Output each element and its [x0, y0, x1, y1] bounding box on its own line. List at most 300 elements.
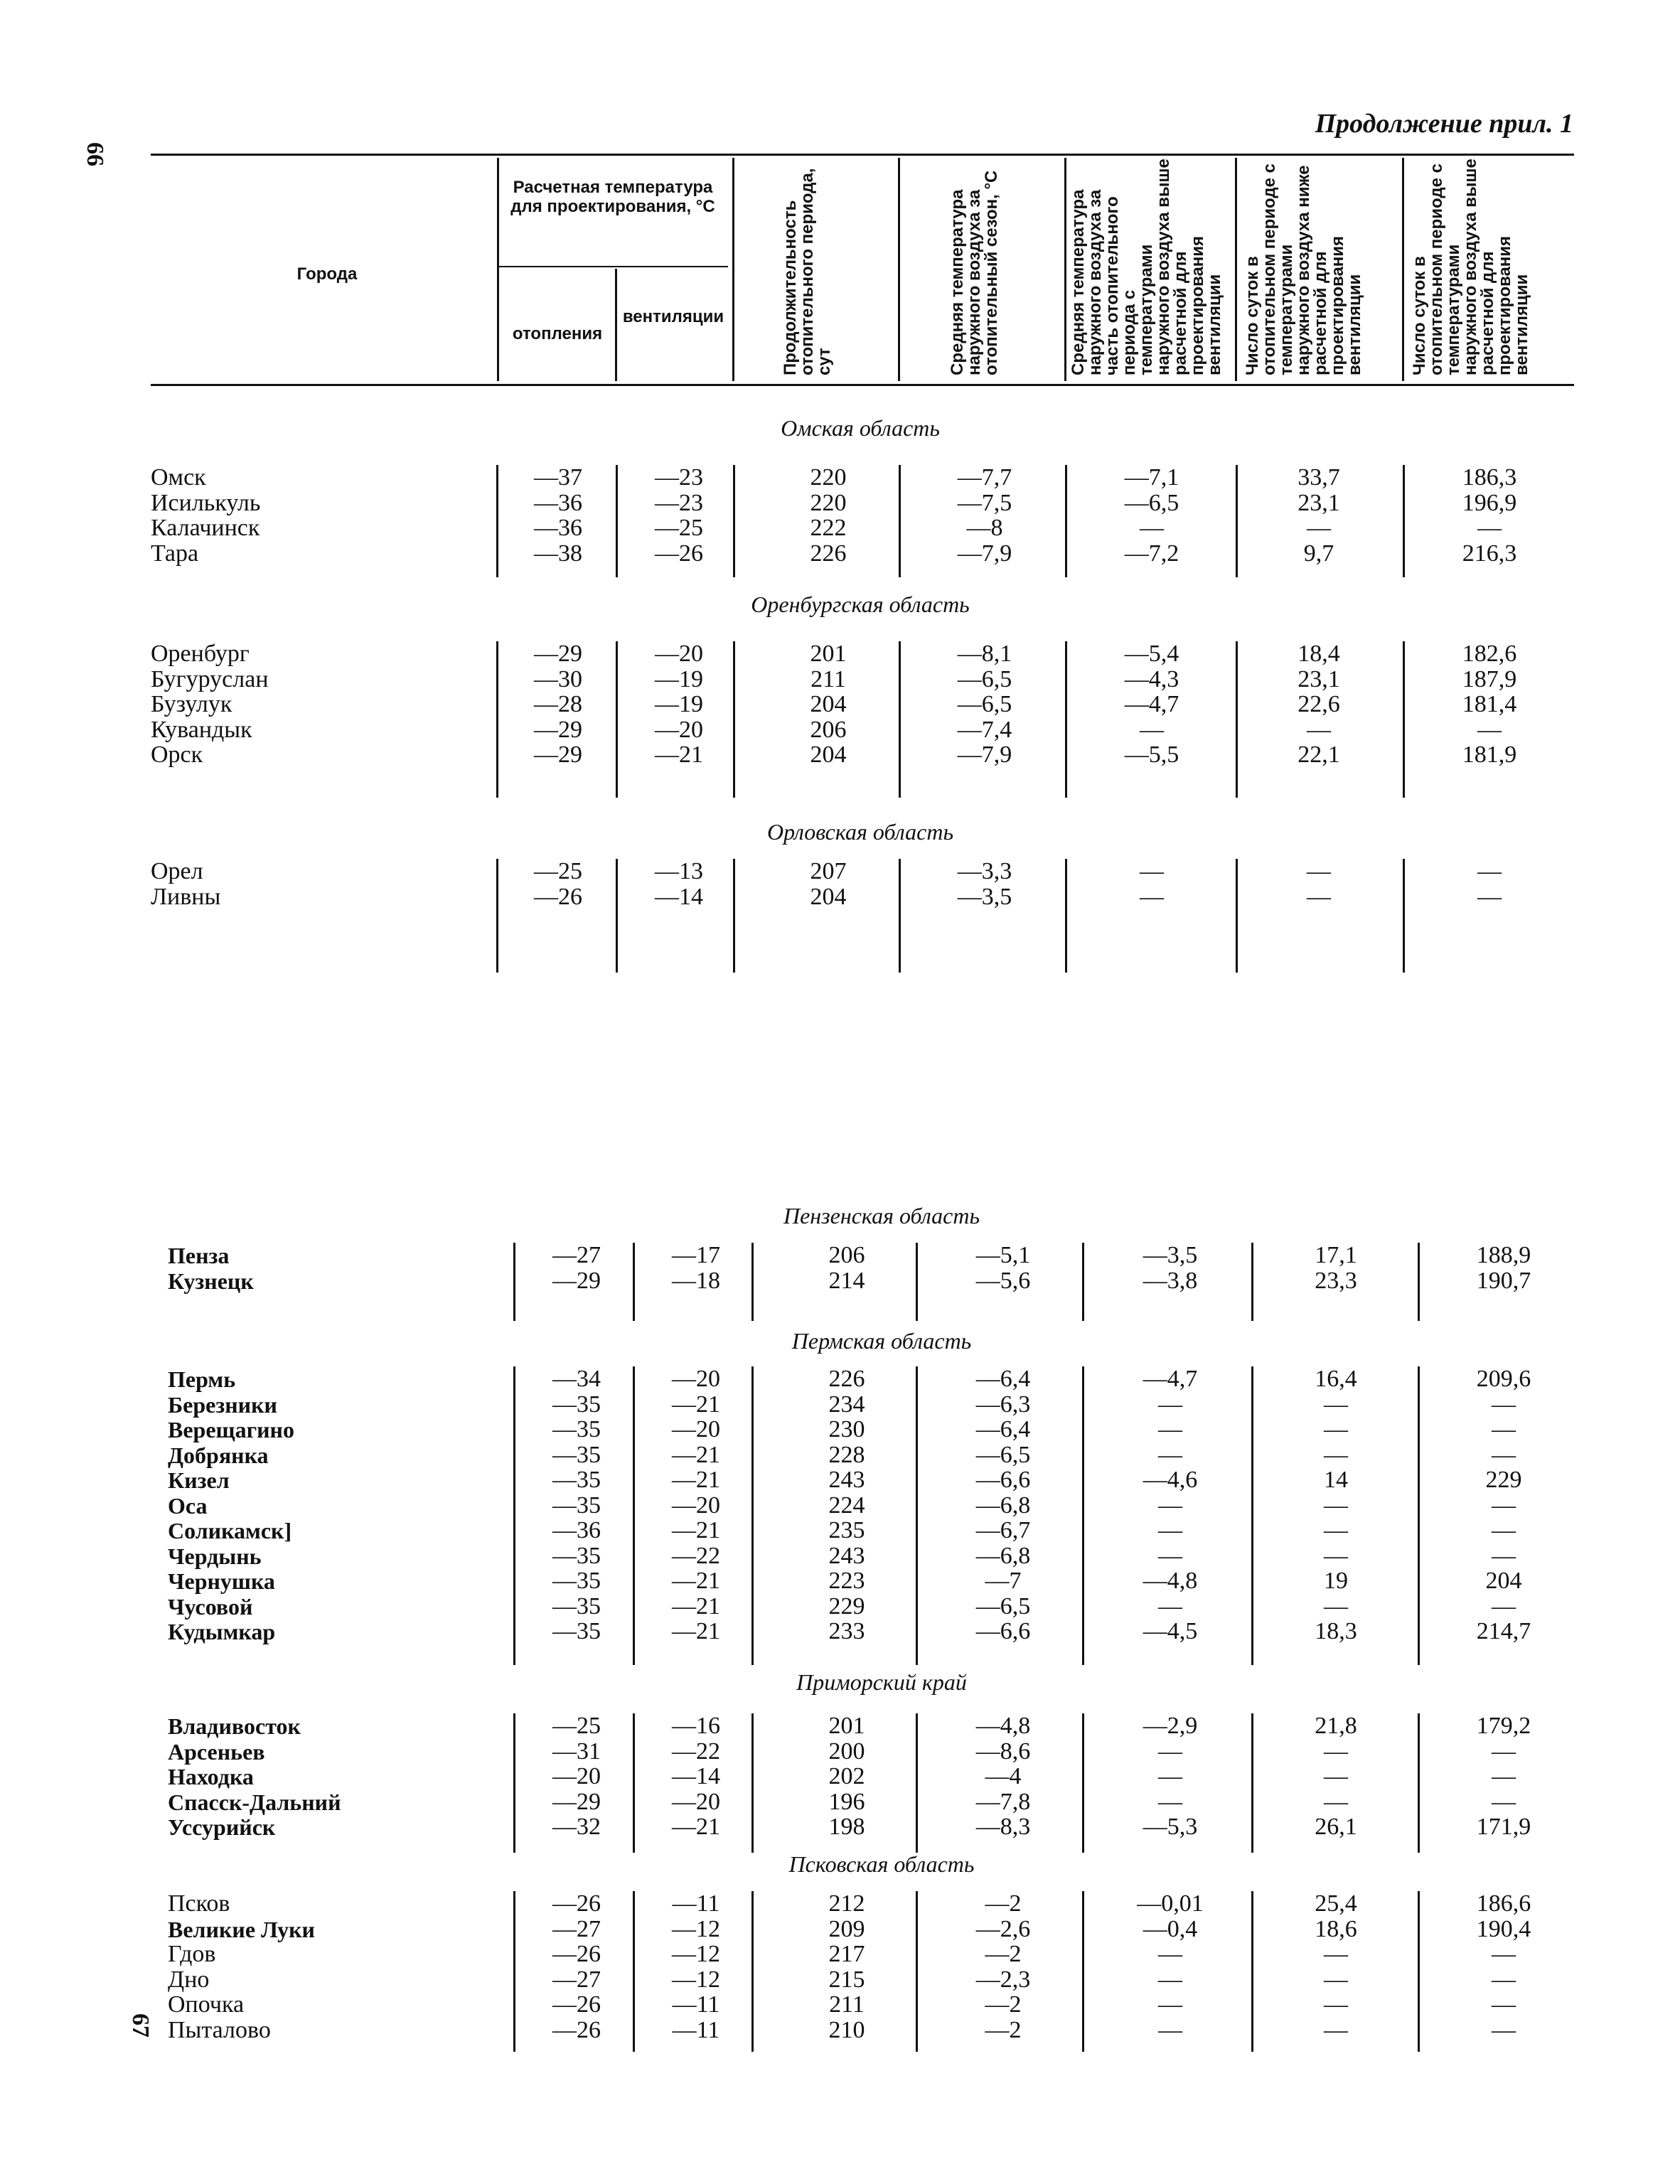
days-below: 17,1 [1315, 1242, 1357, 1268]
days-above: 186,3 [1462, 464, 1517, 491]
days-above: — [1492, 1542, 1516, 1569]
ventilation-temp: —14 [655, 883, 703, 910]
days-above: — [1492, 1416, 1516, 1442]
ventilation-temp: —12 [672, 1915, 720, 1942]
header-bottom-rule [151, 384, 1574, 386]
city-name: Орел [151, 858, 203, 884]
days-above: 179,2 [1476, 1713, 1531, 1739]
city-name: Гдов [168, 1941, 216, 1967]
duration: 212 [828, 1890, 865, 1917]
days-above: — [1492, 1592, 1516, 1620]
avg-temp: —8,1 [957, 641, 1012, 667]
city-name: Кувандык [151, 716, 252, 743]
days-above: — [1492, 1738, 1516, 1765]
heating-temp: —26 [552, 1890, 601, 1917]
duration: 220 [810, 464, 847, 491]
avg-temp: —6,5 [975, 1441, 1031, 1468]
avg-temp-part: —4,6 [1143, 1467, 1198, 1493]
avg-temp: —6,6 [975, 1467, 1031, 1493]
city-name: Верещагино [168, 1417, 294, 1442]
avg-temp: —7,9 [957, 540, 1012, 567]
city-name: Великие Луки [168, 1916, 315, 1942]
avg-temp-part: — [1158, 1763, 1182, 1789]
days-above: — [1492, 1991, 1516, 2018]
ventilation-temp: —22 [672, 1738, 720, 1765]
avg-temp: —6,3 [975, 1391, 1031, 1418]
city-name: Опочка [168, 1991, 245, 2018]
section-primorsky [0, 1713, 1680, 1840]
heating-temp: —27 [552, 1242, 601, 1268]
ventilation-temp: —26 [655, 540, 703, 567]
days-above: — [1492, 1492, 1516, 1519]
heating-temp: —27 [552, 1915, 601, 1942]
duration: 206 [810, 716, 847, 743]
days-below: — [1324, 1391, 1348, 1418]
city-name: Орск [151, 742, 203, 768]
table-row [0, 1992, 1680, 2018]
days-below: 9,7 [1303, 540, 1334, 567]
days-above: 204 [1485, 1568, 1522, 1594]
city-name: Пенза [168, 1243, 230, 1268]
avg-temp: —3,5 [957, 883, 1012, 910]
avg-temp-part: —0,01 [1137, 1890, 1204, 1917]
heating-temp: —29 [534, 716, 582, 743]
avg-temp-part: — [1158, 1788, 1182, 1815]
header-col-divider [1064, 158, 1066, 381]
table-row [0, 515, 1680, 541]
avg-temp: —7,7 [957, 464, 1012, 491]
city-name: Дно [168, 1966, 210, 1993]
ventilation-temp: —12 [672, 1941, 720, 1967]
heating-temp: —36 [552, 1517, 601, 1543]
ventilation-temp: —23 [655, 464, 703, 491]
avg-temp-part: — [1140, 515, 1164, 541]
city-name: Омск [151, 464, 206, 491]
days-above: — [1477, 515, 1502, 541]
days-above: 216,3 [1462, 540, 1517, 567]
table-row [0, 641, 1680, 667]
days-below: — [1324, 1941, 1348, 1967]
city-name: Калачинск [151, 515, 260, 541]
section-perm [0, 1366, 1680, 1644]
days-above: 214,7 [1476, 1618, 1531, 1644]
days-below: 14 [1324, 1467, 1348, 1493]
ventilation-temp: —21 [672, 1814, 720, 1840]
city-name: Соликамск] [168, 1518, 292, 1543]
duration: 209 [828, 1915, 865, 1942]
table-row [0, 1789, 1680, 1815]
city-name: Кузнецк [168, 1268, 254, 1294]
city-name: Добрянка [168, 1442, 269, 1468]
city-name: Находка [168, 1764, 254, 1789]
continuation-label: Продолжение прил. 1 [1315, 109, 1573, 139]
days-above: — [1492, 1517, 1516, 1543]
days-above: 171,9 [1476, 1814, 1531, 1840]
city-name: Оренбург [151, 641, 250, 667]
avg-temp: —5,6 [975, 1267, 1031, 1294]
heating-temp: —30 [534, 665, 582, 692]
avg-temp: —2 [985, 1941, 1022, 1967]
duration: 229 [828, 1592, 865, 1620]
heating-temp: —35 [552, 1391, 601, 1418]
section-orenburg [0, 641, 1680, 768]
duration: 204 [810, 883, 847, 910]
heating-temp: —36 [534, 515, 582, 541]
duration: 243 [828, 1467, 865, 1493]
duration: 211 [829, 1991, 865, 2018]
city-name: Псков [168, 1890, 230, 1917]
ventilation-temp: —23 [655, 489, 703, 516]
ventilation-temp: —21 [672, 1568, 720, 1594]
table-row [0, 541, 1680, 567]
duration: 220 [810, 489, 847, 516]
table-row [0, 1268, 1680, 1294]
heating-temp: —25 [534, 858, 582, 884]
city-name: Пыталово [168, 2016, 271, 2043]
heating-temp: —29 [552, 1267, 601, 1294]
avg-temp: —6,8 [975, 1492, 1031, 1519]
days-above: 196,9 [1462, 489, 1517, 516]
city-name: Чусовой [168, 1593, 253, 1620]
heating-temp: —29 [552, 1788, 601, 1815]
table-row [0, 1814, 1680, 1840]
duration: 234 [828, 1391, 865, 1418]
duration: 228 [828, 1441, 865, 1468]
ventilation-temp: —21 [672, 1391, 720, 1418]
ventilation-temp: —21 [672, 1618, 720, 1644]
table-row [0, 667, 1680, 692]
days-above: — [1492, 1941, 1516, 1967]
days-above: 209,6 [1476, 1366, 1531, 1392]
avg-temp-part: —5,3 [1143, 1814, 1198, 1840]
duration: 215 [828, 1966, 865, 1993]
table-row [0, 465, 1680, 491]
table-row [0, 1392, 1680, 1418]
avg-temp: —2,3 [975, 1966, 1031, 1993]
table-row [0, 1417, 1680, 1442]
avg-temp: —6,5 [975, 1592, 1031, 1620]
avg-temp: —2 [985, 1991, 1022, 2018]
days-above: — [1477, 716, 1502, 743]
ventilation-temp: —17 [672, 1242, 720, 1268]
days-below: — [1324, 1966, 1348, 1993]
section-pskov [0, 1891, 1680, 2043]
heating-temp: —34 [552, 1366, 601, 1392]
avg-temp: —7,9 [957, 742, 1012, 768]
avg-temp-part: —5,5 [1124, 742, 1179, 768]
avg-temp: —6,5 [957, 691, 1012, 717]
table-row [0, 717, 1680, 743]
days-below: — [1324, 1763, 1348, 1789]
ventilation-temp: —21 [672, 1592, 720, 1620]
heating-temp: —35 [552, 1492, 601, 1519]
ventilation-temp: —20 [672, 1492, 720, 1519]
avg-temp: —4 [985, 1763, 1022, 1789]
section-title: Пермская область [791, 1328, 972, 1354]
header-days-below: Число суток в отопительном периоде с температурами наружного воздуха ниже расчетной для проектирования вентиляции [1243, 164, 1364, 375]
table-row [0, 1243, 1680, 1268]
avg-temp-part: — [1140, 716, 1164, 743]
days-above: — [1477, 858, 1502, 884]
avg-temp: —8 [966, 515, 1003, 541]
ventilation-temp: —18 [672, 1267, 720, 1294]
duration: 235 [828, 1517, 865, 1543]
ventilation-temp: —21 [655, 742, 703, 768]
city-name: Пермь [168, 1366, 236, 1392]
city-name: Чернушка [168, 1568, 275, 1594]
days-above: 190,7 [1476, 1267, 1531, 1294]
header-avg-temp: Средняя температура наружного воздуха за отопительный сезон, °C [948, 170, 1001, 375]
header-col-divider [1235, 158, 1237, 381]
table-row [0, 1518, 1680, 1543]
ventilation-temp: —20 [655, 641, 703, 667]
table-row [0, 1967, 1680, 1993]
ventilation-temp: —11 [672, 2016, 720, 2043]
table-row [0, 1619, 1680, 1644]
heating-temp: —35 [552, 1592, 601, 1620]
ventilation-temp: —11 [672, 1890, 720, 1917]
avg-temp-part: —4,8 [1143, 1568, 1198, 1594]
duration: 226 [828, 1366, 865, 1392]
days-above: 181,9 [1462, 742, 1517, 768]
avg-temp-part: —4,3 [1124, 665, 1179, 692]
avg-temp-part: — [1158, 1941, 1182, 1967]
heating-temp: —35 [552, 1618, 601, 1644]
avg-temp-part: — [1158, 1416, 1182, 1442]
days-above: 181,4 [1462, 691, 1517, 717]
days-above: — [1477, 883, 1502, 910]
duration: 201 [828, 1713, 865, 1739]
heating-temp: —37 [534, 464, 582, 491]
avg-temp: —2 [985, 2016, 1022, 2043]
avg-temp-part: — [1158, 1441, 1182, 1468]
avg-temp: —8,3 [975, 1814, 1031, 1840]
avg-temp-part: —5,4 [1124, 641, 1179, 667]
avg-temp-part: —7,1 [1124, 464, 1179, 491]
days-below: 22,6 [1298, 691, 1340, 717]
city-name: Исилькуль [151, 489, 261, 516]
table-row [0, 1917, 1680, 1942]
days-below: — [1324, 1492, 1348, 1519]
duration: 217 [828, 1941, 865, 1967]
avg-temp-part: — [1140, 858, 1164, 884]
header-sub-rule [499, 266, 728, 267]
ventilation-temp: —20 [655, 716, 703, 743]
avg-temp: —6,4 [975, 1416, 1031, 1442]
table-row [0, 884, 1680, 910]
days-below: — [1324, 1441, 1348, 1468]
avg-temp: —6,8 [975, 1542, 1031, 1569]
days-below: 21,8 [1315, 1713, 1357, 1739]
city-name: Кудымкар [168, 1619, 276, 1644]
ventilation-temp: —21 [672, 1441, 720, 1468]
section-penza [0, 1243, 1680, 1293]
ventilation-temp: —20 [672, 1416, 720, 1442]
city-name: Тара [151, 540, 199, 567]
duration: 224 [828, 1492, 865, 1519]
heating-temp: —38 [534, 540, 582, 567]
table-row [0, 1594, 1680, 1620]
avg-temp-part: — [1158, 2016, 1182, 2043]
avg-temp: —5,1 [975, 1242, 1031, 1268]
avg-temp-part: —6,5 [1124, 489, 1179, 516]
city-name: Уссурийск [168, 1814, 276, 1840]
days-below: 23,1 [1298, 665, 1340, 692]
avg-temp-part: —7,2 [1124, 540, 1179, 567]
heating-temp: —29 [534, 641, 582, 667]
days-below: — [1324, 1517, 1348, 1543]
avg-temp-part: — [1158, 1517, 1182, 1543]
duration: 211 [810, 665, 846, 692]
heating-temp: —35 [552, 1542, 601, 1569]
table-row [0, 859, 1680, 884]
table-row [0, 1568, 1680, 1594]
avg-temp: —6,6 [975, 1618, 1031, 1644]
heating-temp: —25 [552, 1713, 601, 1739]
duration: 196 [828, 1788, 865, 1815]
header-col-divider [732, 158, 734, 381]
days-below: 18,3 [1315, 1618, 1357, 1644]
days-above: 187,9 [1462, 665, 1517, 692]
avg-temp-part: — [1140, 883, 1164, 910]
duration: 206 [828, 1242, 865, 1268]
days-below: — [1324, 1788, 1348, 1815]
days-below: — [1307, 883, 1331, 910]
avg-temp-part: —3,8 [1143, 1267, 1198, 1294]
header-col-divider [615, 269, 617, 381]
days-above: — [1492, 1966, 1516, 1993]
table-row [0, 491, 1680, 516]
table-row [0, 1442, 1680, 1468]
duration: 201 [810, 641, 847, 667]
days-below: 25,4 [1315, 1890, 1357, 1917]
header-avg-temp-part: Средняя температура наружного воздуха за часть отопительного периода с температурами наружного воздуха выше расчетной для проектирования вентиляции [1069, 159, 1224, 375]
table-row [0, 1713, 1680, 1739]
heating-temp: —26 [552, 1941, 601, 1967]
duration: 207 [810, 858, 847, 884]
duration: 222 [810, 515, 847, 541]
header-design-temp: Расчетная температура для проектирования, °C [510, 178, 715, 216]
city-name: Ливны [151, 883, 221, 910]
ventilation-temp: —21 [672, 1467, 720, 1493]
table-row [0, 2018, 1680, 2043]
ventilation-temp: —14 [672, 1763, 720, 1789]
page-number-bottom: 67 [127, 2013, 154, 2038]
days-below: — [1307, 858, 1331, 884]
table-row [0, 692, 1680, 717]
ventilation-temp: —21 [672, 1517, 720, 1543]
avg-temp-part: — [1158, 1738, 1182, 1765]
days-above: — [1492, 1391, 1516, 1418]
ventilation-temp: —13 [655, 858, 703, 884]
heating-temp: —32 [552, 1814, 601, 1840]
city-name: Владивосток [168, 1713, 301, 1739]
avg-temp: —6,4 [975, 1366, 1031, 1392]
ventilation-temp: —19 [655, 691, 703, 717]
avg-temp-part: — [1158, 1391, 1182, 1418]
heating-temp: —26 [552, 2016, 601, 2043]
heating-temp: —35 [552, 1467, 601, 1493]
header-duration: Продолжительность отопительного периода, сут [781, 168, 834, 375]
city-name: Бузулук [151, 691, 232, 717]
avg-temp: —6,7 [975, 1517, 1031, 1543]
avg-temp: —2 [985, 1890, 1022, 1917]
days-above: 229 [1485, 1467, 1522, 1493]
header-city: Города [296, 264, 358, 284]
duration: 210 [828, 2016, 865, 2043]
table-row [0, 1891, 1680, 1917]
ventilation-temp: —22 [672, 1542, 720, 1569]
header-col-divider [898, 158, 900, 381]
city-name: Березники [168, 1391, 277, 1418]
heating-temp: —29 [534, 742, 582, 768]
heating-temp: —35 [552, 1441, 601, 1468]
days-below: — [1324, 1991, 1348, 2018]
heating-temp: —35 [552, 1568, 601, 1594]
city-name: Чердынь [168, 1543, 262, 1569]
days-below: — [1324, 2016, 1348, 2043]
heating-temp: —27 [552, 1966, 601, 1993]
city-name: Бугуруслан [151, 665, 269, 692]
days-below: 23,3 [1315, 1267, 1357, 1294]
heating-temp: —31 [552, 1738, 601, 1765]
avg-temp-part: — [1158, 1592, 1182, 1620]
heating-temp: —26 [534, 883, 582, 910]
days-below: 33,7 [1298, 464, 1340, 491]
avg-temp: —4,8 [975, 1713, 1031, 1739]
days-below: 18,6 [1315, 1915, 1357, 1942]
section-title: Приморский край [796, 1669, 967, 1695]
duration: 198 [828, 1814, 865, 1840]
header-heating: отопления [512, 324, 603, 343]
header-col-divider [1402, 158, 1404, 381]
days-below: — [1307, 515, 1331, 541]
duration: 243 [828, 1542, 865, 1569]
days-below: — [1324, 1542, 1348, 1569]
days-below: — [1324, 1416, 1348, 1442]
header-ventilation: вентиляции [622, 307, 724, 326]
days-below: — [1324, 1592, 1348, 1620]
avg-temp-part: — [1158, 1991, 1182, 2018]
section-title: Пензенская область [783, 1203, 980, 1228]
section-title: Оренбургская область [751, 592, 970, 617]
section-omsk [0, 465, 1680, 566]
ventilation-temp: —19 [655, 665, 703, 692]
avg-temp: —2,6 [975, 1915, 1031, 1942]
days-above: 182,6 [1462, 641, 1517, 667]
ventilation-temp: —20 [672, 1366, 720, 1392]
section-title: Псковская область [788, 1851, 975, 1877]
table-row [0, 1493, 1680, 1519]
avg-temp: —7 [985, 1568, 1022, 1594]
table-row [0, 1739, 1680, 1765]
avg-temp-part: —0,4 [1143, 1915, 1198, 1942]
duration: 214 [828, 1267, 865, 1294]
avg-temp-part: — [1158, 1966, 1182, 1993]
avg-temp: —7,8 [975, 1788, 1031, 1815]
section-orel [0, 859, 1680, 909]
avg-temp: —3,3 [957, 858, 1012, 884]
days-above: 190,4 [1476, 1915, 1531, 1942]
avg-temp-part: —2,9 [1143, 1713, 1198, 1739]
heating-temp: —28 [534, 691, 582, 717]
table-row [0, 742, 1680, 768]
days-below: 26,1 [1315, 1814, 1357, 1840]
days-above: — [1492, 2016, 1516, 2043]
days-above: 186,6 [1476, 1890, 1531, 1917]
duration: 226 [810, 540, 847, 567]
ventilation-temp: —12 [672, 1966, 720, 1993]
